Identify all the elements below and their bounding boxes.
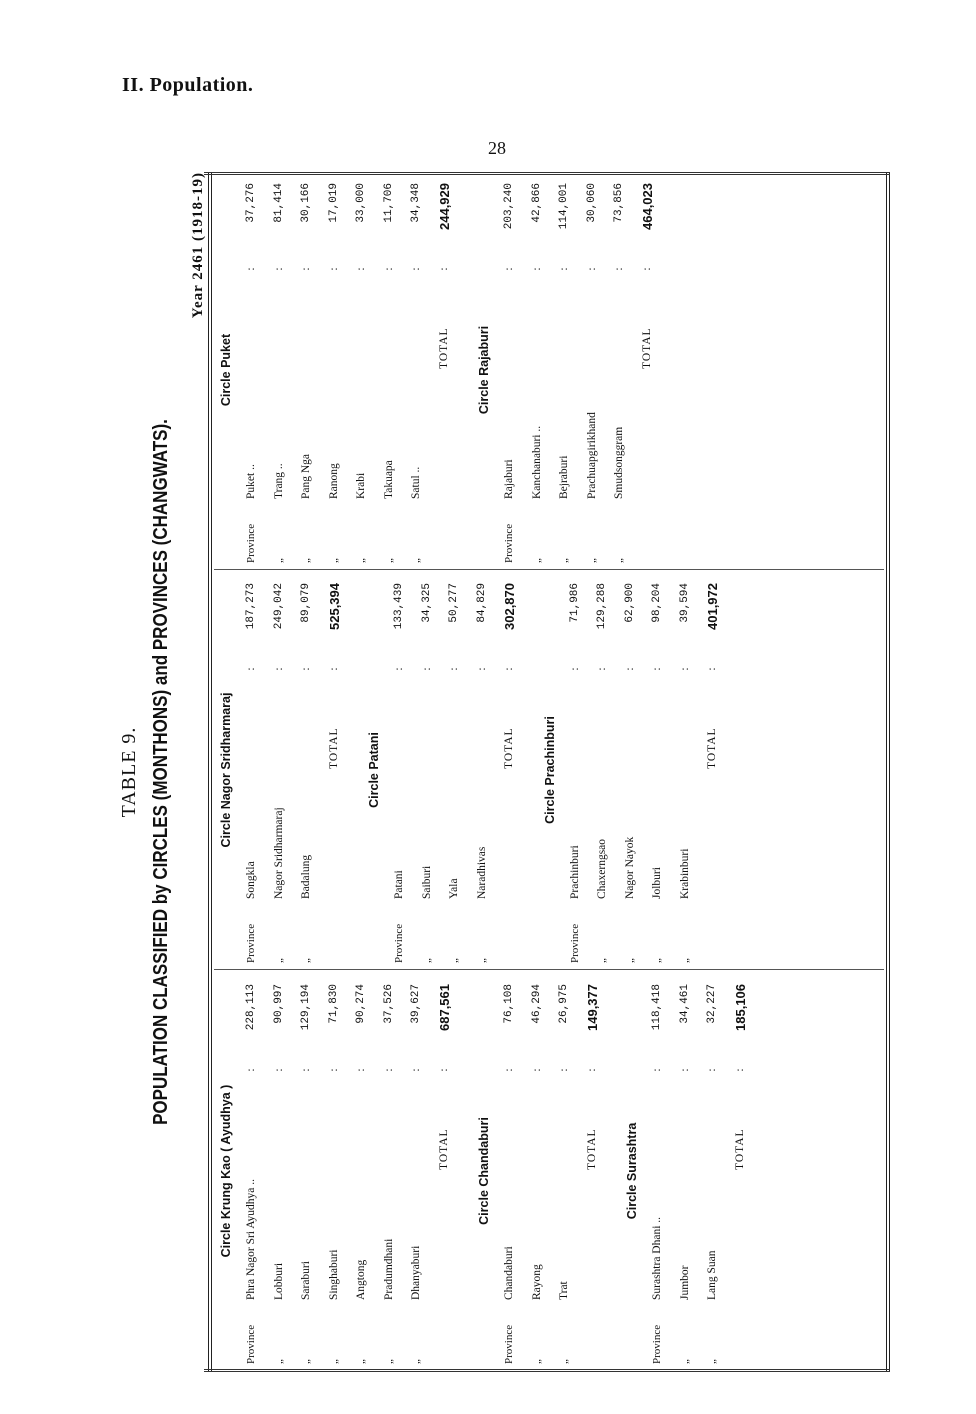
- leader-dots: :: [245, 667, 257, 671]
- population-value: 81,414: [272, 183, 285, 223]
- population-value: 187,273: [245, 583, 257, 630]
- population-value: 37,526: [382, 984, 395, 1024]
- ditto-mark: „: [558, 1359, 570, 1364]
- total-value: 302,870: [502, 583, 517, 630]
- circle-block: [620, 972, 754, 1370]
- province-name: Pang Nga: [300, 453, 312, 499]
- population-value: 30,166: [300, 183, 312, 223]
- population-value: 34,325: [420, 583, 433, 623]
- province-label: Province: [503, 523, 515, 563]
- leader-dots: :: [678, 1068, 691, 1072]
- population-value: 84,829: [475, 583, 488, 623]
- leader-dots: :: [558, 1068, 570, 1072]
- table-row: [441, 571, 469, 969]
- table-row: [238, 972, 266, 1370]
- page-number: 28: [488, 138, 506, 158]
- leader-dots: :: [272, 267, 285, 271]
- ditto-mark: „: [596, 958, 608, 963]
- total-label: TOTAL: [327, 727, 340, 769]
- province-name: Prachinburi: [568, 845, 581, 899]
- total-value: 525,394: [326, 583, 342, 630]
- leader-dots: :: [327, 667, 340, 671]
- leader-dots: :: [596, 667, 608, 671]
- province-name: Kanchanaburi ..: [530, 425, 543, 499]
- total-value: 464,023: [639, 183, 655, 230]
- province-name: Rayong: [530, 1264, 543, 1300]
- ditto-mark: „: [530, 558, 543, 563]
- population-value: 98,204: [651, 583, 663, 623]
- total-value: 401,972: [705, 583, 720, 630]
- total-row: [699, 571, 727, 969]
- table-column-2: [214, 571, 884, 970]
- leader-dots: :: [300, 667, 312, 671]
- population-value: 71,830: [327, 984, 340, 1024]
- population-value: 203,240: [503, 183, 515, 230]
- population-value: 76,108: [503, 984, 515, 1024]
- population-value: 26,975: [558, 984, 570, 1024]
- circle-title: Circle Krung Kao ( Ayudhya ): [219, 1084, 233, 1258]
- leader-dots: :: [678, 667, 691, 671]
- population-value: 89,079: [300, 583, 312, 623]
- leader-dots: :: [355, 1068, 367, 1072]
- population-value: 133,439: [393, 583, 405, 630]
- leader-dots: :: [355, 267, 367, 271]
- total-label: TOTAL: [503, 727, 515, 769]
- population-value: 114,001: [558, 183, 570, 230]
- leader-dots: :: [733, 1068, 746, 1072]
- table-row: [266, 571, 294, 969]
- population-value: 249,042: [272, 583, 285, 630]
- table-row: [321, 972, 349, 1370]
- leader-dots: :: [245, 267, 257, 271]
- province-name: Dhanyaburi: [410, 1245, 422, 1300]
- table-row: [672, 571, 700, 969]
- circle-block: [472, 972, 606, 1370]
- ditto-mark: „: [475, 958, 488, 963]
- leader-dots: :: [327, 1068, 340, 1072]
- total-row: [496, 571, 524, 969]
- circle-block: [214, 571, 348, 969]
- table-row: [617, 571, 645, 969]
- population-value: 62,900: [623, 583, 636, 623]
- section-title: II. Population.: [122, 74, 254, 96]
- population-value: 129,194: [300, 984, 312, 1031]
- ditto-mark: „: [300, 958, 312, 963]
- population-value: 129,288: [596, 583, 608, 630]
- leader-dots: :: [272, 1068, 285, 1072]
- leader-dots: :: [640, 267, 653, 271]
- table-row: [672, 972, 700, 1370]
- population-value: 39,627: [410, 984, 422, 1024]
- leader-dots: :: [568, 667, 581, 671]
- leader-dots: :: [651, 667, 663, 671]
- province-name: Patani: [393, 870, 405, 899]
- circle-block: [214, 972, 458, 1370]
- ditto-mark: „: [272, 958, 285, 963]
- province-name: Jolburi: [651, 867, 663, 899]
- ditto-mark: „: [448, 958, 460, 963]
- leader-dots: :: [530, 1068, 543, 1072]
- total-label: TOTAL: [706, 727, 718, 769]
- province-name: Nagor Nayok: [623, 836, 636, 899]
- population-value: 37,276: [245, 183, 257, 223]
- ditto-mark: „: [355, 558, 367, 563]
- table-row: [589, 571, 617, 969]
- province-name: Naradhivas: [475, 846, 488, 899]
- province-name: Lobburi: [272, 1262, 285, 1300]
- total-row: [727, 972, 755, 1370]
- leader-dots: :: [503, 267, 515, 271]
- circle-title: Circle Puket: [219, 333, 233, 407]
- table-row: [524, 972, 552, 1370]
- total-label: TOTAL: [437, 327, 450, 369]
- leader-dots: :: [585, 1068, 598, 1072]
- table-row: [551, 972, 579, 1370]
- ditto-mark: „: [623, 958, 636, 963]
- province-label: Province: [651, 1324, 663, 1364]
- ditto-mark: „: [678, 1359, 691, 1364]
- province-name: Lang Suan: [706, 1250, 718, 1300]
- ditto-mark: „: [585, 558, 598, 563]
- leader-dots: :: [300, 267, 312, 271]
- ditto-mark: „: [651, 958, 663, 963]
- province-name: Bejraburi: [558, 455, 570, 499]
- circle-title: Circle Patani: [367, 732, 381, 808]
- table-row: [562, 571, 590, 969]
- table-row: [376, 972, 404, 1370]
- total-value: 185,106: [732, 984, 748, 1031]
- province-name: Chandaburi: [503, 1246, 515, 1300]
- population-value: 71,986: [568, 583, 581, 623]
- ditto-mark: „: [355, 1359, 367, 1364]
- ditto-mark: „: [300, 1359, 312, 1364]
- table-row: [551, 171, 579, 569]
- population-value: 33,000: [355, 183, 367, 223]
- ditto-mark: „: [410, 1359, 422, 1364]
- table-row: [266, 171, 294, 569]
- total-label: TOTAL: [437, 1128, 450, 1170]
- circle-block: [538, 571, 727, 969]
- leader-dots: :: [382, 267, 395, 271]
- province-label: Province: [245, 923, 257, 963]
- leader-dots: :: [420, 667, 433, 671]
- province-name: Singhaburi: [327, 1249, 340, 1300]
- province-label: Province: [393, 923, 405, 963]
- circle-title: Circle Rajaburi: [477, 325, 491, 415]
- table-column-1: [214, 972, 884, 1370]
- population-value: 73,856: [613, 183, 625, 223]
- province-label: Province: [568, 923, 581, 963]
- ditto-mark: „: [327, 1359, 340, 1364]
- province-name: Chaxerngsao: [596, 838, 608, 899]
- province-label: Province: [245, 523, 257, 563]
- province-name: Krabi: [355, 472, 367, 499]
- table-row: [403, 171, 431, 569]
- total-label: TOTAL: [640, 327, 653, 369]
- ditto-mark: „: [613, 558, 625, 563]
- leader-dots: :: [410, 1068, 422, 1072]
- leader-dots: :: [448, 667, 460, 671]
- table-column-3: [214, 171, 884, 570]
- circle-title: Circle Nagor Sridharmaraj: [219, 692, 233, 848]
- province-name: Phra Nagor Sri Ayudhya ..: [245, 1179, 257, 1300]
- ditto-mark: „: [706, 1359, 718, 1364]
- table-row: [293, 171, 321, 569]
- table-row: [403, 972, 431, 1370]
- leader-dots: :: [706, 667, 718, 671]
- ditto-mark: „: [382, 558, 395, 563]
- table-subtitle: POPULATION CLASSIFIED by CIRCLES (MONTHONS) and PROVINCES (CHANGWATS).: [150, 419, 172, 1125]
- leader-dots: :: [503, 1068, 515, 1072]
- total-label: TOTAL: [733, 1128, 746, 1170]
- table-row: [469, 571, 497, 969]
- leader-dots: :: [613, 267, 625, 271]
- leader-dots: :: [327, 267, 340, 271]
- table-row: [293, 571, 321, 969]
- total-row: [431, 171, 459, 569]
- population-value: 34,461: [678, 984, 691, 1024]
- table-row: [644, 972, 672, 1370]
- circle-block: [472, 171, 661, 569]
- province-name: Angtong: [355, 1259, 367, 1300]
- leader-dots: :: [623, 667, 636, 671]
- table-row: [376, 171, 404, 569]
- year-label: Year 2461 (1918-19): [190, 172, 206, 319]
- total-value: 149,377: [584, 984, 600, 1031]
- rotated-table-block: [118, 172, 878, 1372]
- ditto-mark: „: [678, 958, 691, 963]
- population-value: 118,418: [651, 984, 663, 1031]
- leader-dots: :: [651, 1068, 663, 1072]
- population-value: 39,594: [678, 583, 691, 623]
- province-name: Surashtra Dhani ..: [651, 1216, 663, 1300]
- circle-title: Circle Chandaburi: [477, 1117, 491, 1225]
- table-title: TABLE 9.: [118, 726, 140, 818]
- population-value: 42,866: [530, 183, 543, 223]
- leader-dots: :: [530, 267, 543, 271]
- table-row: [238, 171, 266, 569]
- leader-dots: :: [245, 1068, 257, 1072]
- ditto-mark: „: [420, 958, 433, 963]
- province-name: Badalung: [300, 854, 312, 899]
- table-row: [524, 171, 552, 569]
- table-row: [321, 171, 349, 569]
- population-value: 228,113: [245, 984, 257, 1031]
- table-row: [496, 972, 524, 1370]
- population-value: 30,060: [585, 183, 598, 223]
- province-name: Krabinburi: [678, 848, 691, 899]
- leader-dots: :: [300, 1068, 312, 1072]
- population-value: 50,277: [448, 583, 460, 623]
- table-row: [348, 171, 376, 569]
- province-name: Nagor Sridharmaraj: [272, 807, 285, 899]
- population-value: 32,227: [706, 984, 718, 1024]
- province-name: Rajaburi: [503, 459, 515, 499]
- table-row: [266, 972, 294, 1370]
- province-label: Province: [245, 1324, 257, 1364]
- leader-dots: :: [437, 1068, 450, 1072]
- total-value: 244,929: [436, 183, 452, 230]
- province-label: Province: [503, 1324, 515, 1364]
- leader-dots: :: [475, 667, 488, 671]
- province-name: Saraburi: [300, 1261, 312, 1300]
- province-name: Trat: [558, 1281, 570, 1300]
- total-row: [431, 972, 459, 1370]
- population-value: 11,706: [382, 183, 395, 223]
- ditto-mark: „: [382, 1359, 395, 1364]
- leader-dots: :: [437, 267, 450, 271]
- circle-title: Circle Surashtra: [625, 1122, 639, 1220]
- province-name: Smudsonggram: [613, 426, 625, 499]
- table-row: [348, 972, 376, 1370]
- circle-title: Circle Prachinburi: [542, 716, 557, 824]
- circle-block: [214, 171, 458, 569]
- table-row: [238, 571, 266, 969]
- ditto-mark: „: [410, 558, 422, 563]
- total-row: [321, 571, 349, 969]
- leader-dots: :: [558, 267, 570, 271]
- leader-dots: :: [585, 267, 598, 271]
- province-name: Trang ..: [272, 463, 285, 499]
- province-name: Takuapa: [382, 460, 395, 499]
- total-row: [579, 972, 607, 1370]
- leader-dots: :: [410, 267, 422, 271]
- province-name: Songkla: [245, 861, 257, 899]
- province-name: Puket ..: [245, 464, 257, 499]
- table-row: [699, 972, 727, 1370]
- total-value: 687,561: [436, 984, 452, 1031]
- table-row: [386, 571, 414, 969]
- leader-dots: :: [272, 667, 285, 671]
- table-row: [644, 571, 672, 969]
- total-label: TOTAL: [585, 1128, 598, 1170]
- province-name: Yala: [448, 878, 460, 899]
- table-row: [606, 171, 634, 569]
- population-value: 90,274: [355, 984, 367, 1024]
- ditto-mark: „: [300, 558, 312, 563]
- leader-dots: :: [382, 1068, 395, 1072]
- province-name: Jumbor: [678, 1265, 691, 1300]
- total-row: [634, 171, 662, 569]
- ditto-mark: „: [327, 558, 340, 563]
- province-name: Satul ..: [410, 466, 422, 499]
- table-row: [579, 171, 607, 569]
- ditto-mark: „: [272, 1359, 285, 1364]
- population-value: 90,997: [272, 984, 285, 1024]
- province-name: Saiburi: [420, 865, 433, 899]
- population-value: 17,019: [327, 183, 340, 223]
- population-value: 46,294: [530, 984, 543, 1024]
- table-row: [496, 171, 524, 569]
- circle-block: [362, 571, 524, 969]
- table-row: [293, 972, 321, 1370]
- province-name: Ranong: [327, 463, 340, 499]
- province-name: Prachuapgirikhand: [585, 412, 598, 499]
- population-value: 34,348: [410, 183, 422, 223]
- ditto-mark: „: [272, 558, 285, 563]
- leader-dots: :: [706, 1068, 718, 1072]
- leader-dots: :: [503, 667, 515, 671]
- province-name: Pradumdhani: [382, 1238, 395, 1300]
- ditto-mark: „: [530, 1359, 543, 1364]
- table-row: [414, 571, 442, 969]
- leader-dots: :: [393, 667, 405, 671]
- ditto-mark: „: [558, 558, 570, 563]
